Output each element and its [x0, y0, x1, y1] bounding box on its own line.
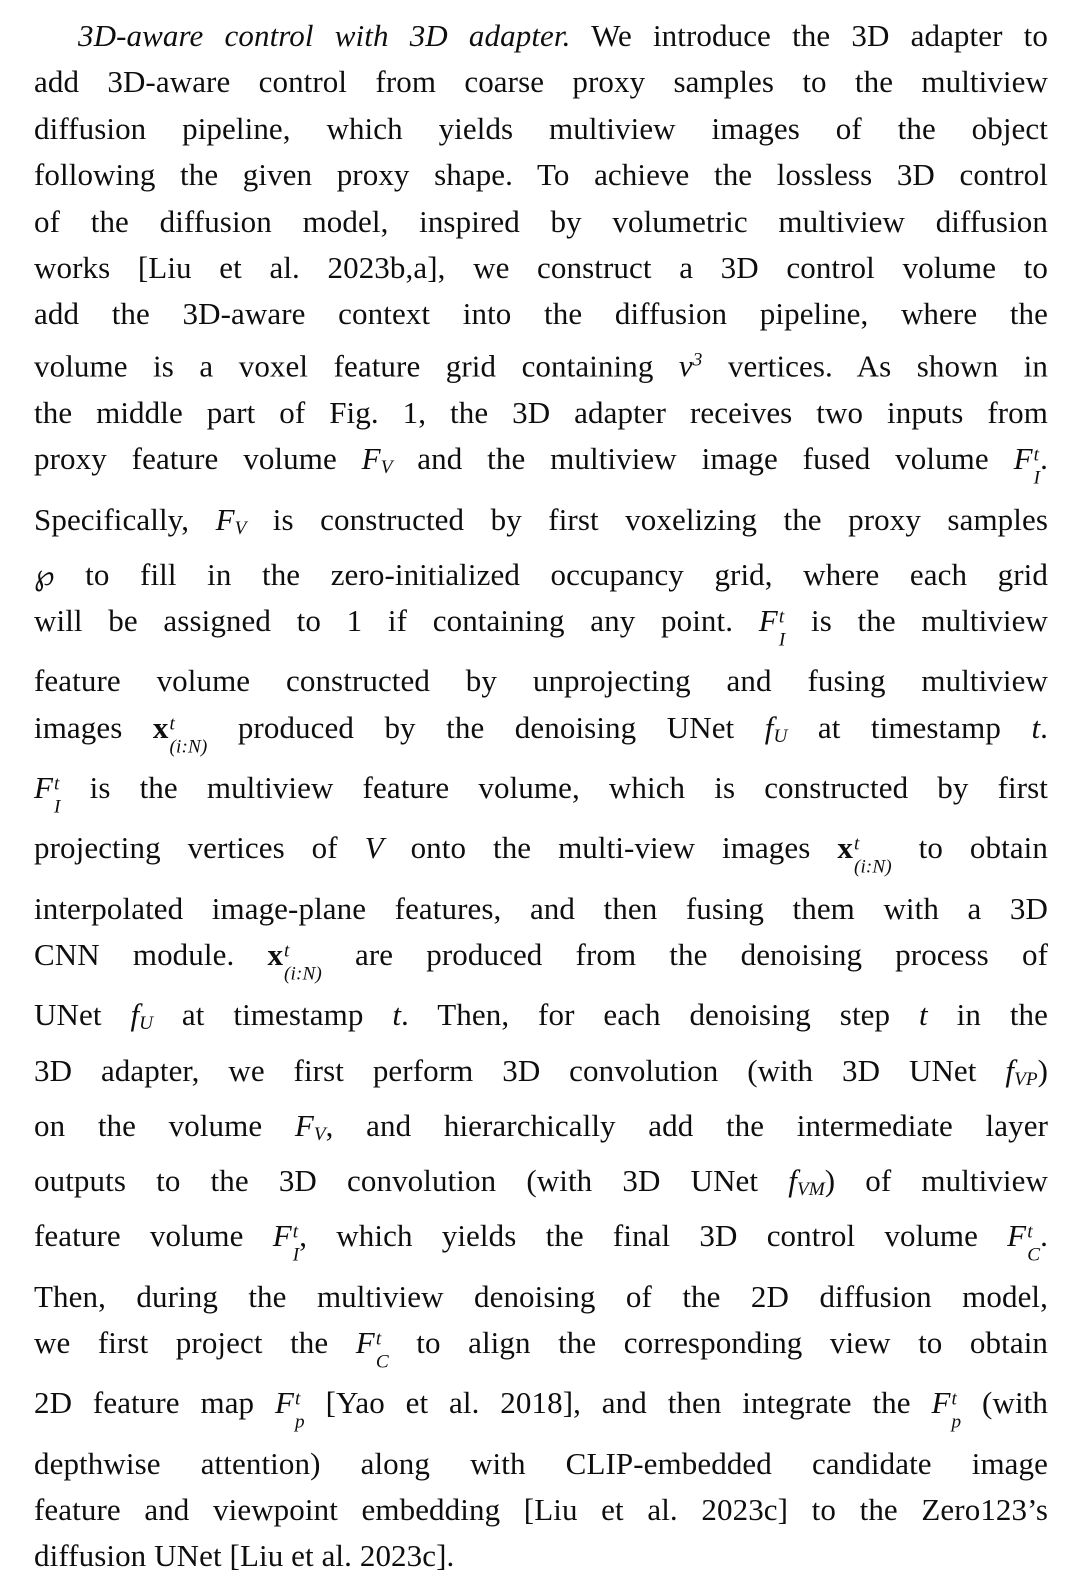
subscript: I [1033, 467, 1041, 489]
text-run: proxy feature volume [34, 441, 362, 477]
text-line-1 [34, 13, 1048, 59]
text-line-12 [34, 552, 1048, 598]
superscript: 3 [692, 349, 703, 371]
text-run: UNet [34, 997, 131, 1033]
subscript: I [292, 1244, 300, 1266]
text-run: volume is a voxel feature grid containing [34, 348, 679, 384]
text-run: onto the multi-view images [383, 830, 838, 866]
math-symbol-base: F [1013, 441, 1033, 477]
math-scripts [1034, 446, 1041, 488]
math-scripts [779, 608, 786, 650]
math-symbol [34, 765, 61, 825]
text-run: interpolated image-plane features, and then fusing them with a 3D [34, 890, 1048, 926]
superscript: t [292, 1221, 299, 1243]
text-run: diffusion UNet [Liu et al. 2023c]. [34, 1538, 455, 1574]
text-run: , which yields the final 3D control volume [299, 1218, 1008, 1254]
text-run: ) [1037, 1052, 1048, 1088]
text-line-22 [34, 1103, 1048, 1158]
subscript: V [313, 1123, 326, 1145]
math-scripts [54, 774, 61, 816]
subscript: U [773, 725, 788, 747]
math-symbol [356, 1320, 389, 1380]
text-run: images [34, 709, 153, 745]
text-run: Then, during the multiview denoising of the 2D diffusion model, [34, 1278, 1048, 1314]
superscript: t [169, 713, 175, 735]
math-scripts [854, 835, 892, 877]
text-line-24 [34, 1213, 1048, 1273]
math-scripts [284, 941, 322, 983]
text-line-4 [34, 152, 1048, 198]
subscript: (i:N) [169, 736, 208, 758]
text-run: outputs to the 3D convolution (with 3D UNet [34, 1163, 789, 1199]
math-scripts [1027, 1223, 1040, 1265]
text-line-2 [34, 59, 1048, 105]
subscript: p [951, 1411, 962, 1433]
superscript: t [54, 773, 60, 795]
text-run: [Yao et al. 2018], and then integrate the [304, 1385, 932, 1421]
text-run: vertices. As shown in [702, 348, 1048, 384]
text-line-23 [34, 1158, 1048, 1213]
text-line-14 [34, 658, 1048, 704]
text-line-20 [34, 992, 1048, 1047]
math-symbol-base: F [272, 1218, 292, 1254]
text-run: (with [961, 1385, 1048, 1421]
subscript: V [234, 517, 247, 539]
math-symbol-base: fVM [788, 1163, 825, 1200]
text-run: to obtain [891, 830, 1048, 866]
text-line-28 [34, 1441, 1048, 1487]
text-line-6 [34, 245, 1048, 291]
text-line-30 [34, 1533, 1048, 1579]
superscript: t [1027, 1221, 1033, 1243]
superscript: t [284, 940, 290, 962]
text-run: feature and viewpoint embedding [Liu et al. 2023c] to the Zero123’s [34, 1492, 1048, 1528]
math-symbol-base: FV [294, 1107, 326, 1145]
math-symbol [267, 932, 321, 992]
text-line-26 [34, 1320, 1048, 1380]
text-run: we first project the [34, 1325, 356, 1361]
text-line-21 [34, 1048, 1048, 1103]
text-line-11 [34, 497, 1048, 552]
text-run: is the multiview [785, 603, 1048, 639]
math-symbol-base: F [274, 1385, 295, 1421]
subscript: p [295, 1411, 305, 1433]
text-run: add the 3D-aware context into the diffusion pipeline, where the [34, 296, 1048, 332]
text-line-19 [34, 932, 1048, 992]
text-line-3 [34, 106, 1048, 152]
text-run: ) of multiview [824, 1163, 1048, 1199]
subscript: I [54, 796, 61, 818]
text-run: at timestamp [787, 709, 1032, 745]
text-run: Specifically, [34, 501, 216, 537]
text-line-25 [34, 1274, 1048, 1320]
subscript: I [778, 629, 786, 651]
text-run: to align the corresponding view to obtain [388, 1325, 1049, 1361]
text-run: at timestamp [153, 997, 393, 1033]
math-scripts [170, 714, 208, 756]
text-line-5 [34, 199, 1048, 245]
text-run: t [919, 997, 928, 1033]
math-symbol-base: fVP [1005, 1052, 1038, 1090]
text-run: the middle part of Fig. 1, the 3D adapter receives two inputs from [34, 394, 1048, 430]
text-line-8 [34, 338, 1048, 390]
math-symbol-base: F [931, 1385, 951, 1421]
text-run: and the multiview image fused volume [392, 441, 1014, 477]
text-run: diffusion pipeline, which yields multiview images of the object [34, 110, 1048, 146]
subscript: V [380, 457, 393, 479]
text-line-17 [34, 825, 1048, 885]
subscript: VM [796, 1178, 825, 1200]
text-line-13 [34, 598, 1048, 658]
math-symbol [1014, 436, 1041, 496]
text-run: . [1040, 1218, 1048, 1254]
superscript: t [778, 606, 785, 628]
text-run: are produced from the denoising process of [321, 937, 1048, 973]
superscript: t [295, 1388, 301, 1410]
math-symbol-base: FV [361, 441, 393, 479]
text-run: works [Liu et al. 2023b,a], we construct a 3D control volume to [34, 250, 1048, 286]
math-symbol [273, 1213, 300, 1273]
text-run: 3D adapter, we first perform 3D convolution (with 3D UNet [34, 1052, 1006, 1088]
text-run: 3D-aware control with 3D adapter. [78, 18, 571, 53]
math-scripts [376, 1329, 389, 1371]
superscript: t [1033, 444, 1040, 466]
math-symbol [1007, 1213, 1040, 1273]
text-line-29 [34, 1487, 1048, 1533]
text-run: . [1040, 709, 1049, 745]
text-run: t [1031, 709, 1041, 745]
math-symbol-base: x [267, 937, 284, 973]
text-run: feature volume [34, 1218, 273, 1254]
text-run: depthwise attention) along with CLIP-embedded candidate image [34, 1445, 1048, 1481]
text-run: in the [927, 997, 1049, 1033]
text-run: produced by the denoising UNet [207, 709, 765, 745]
text-run: is the multiview feature volume, which is constructed by first [60, 770, 1048, 806]
subscript: (i:N) [284, 963, 322, 985]
math-symbol-base: fU [130, 997, 154, 1035]
text-line-10 [34, 436, 1048, 496]
subscript: C [1027, 1244, 1041, 1266]
subscript: U [139, 1013, 154, 1035]
text-line-27 [34, 1380, 1048, 1440]
text-run: . Then, for each denoising step [401, 997, 920, 1033]
math-symbol-base: F [34, 770, 54, 806]
text-run: on the volume [34, 1107, 295, 1143]
superscript: t [375, 1328, 382, 1350]
math-symbol [837, 825, 891, 885]
text-run: projecting vertices of [34, 830, 365, 866]
text-run: of the diffusion model, inspired by volumetric multiview diffusion [34, 203, 1048, 239]
math-symbol-base: F [1007, 1218, 1027, 1254]
subscript: C [375, 1351, 389, 1373]
text-run: will be assigned to 1 if containing any point. [34, 603, 759, 639]
text-run: CNN module. [34, 937, 268, 973]
text-run: 2D feature map [34, 1385, 275, 1421]
text-line-15 [34, 705, 1048, 765]
text-run: add 3D-aware control from coarse proxy samples to the multiview [34, 64, 1048, 100]
text-line-18 [34, 886, 1048, 932]
math-symbol-base: fU [764, 709, 788, 747]
text-run: V [364, 830, 384, 866]
text-line-9 [34, 390, 1048, 436]
subscript: VP [1014, 1068, 1038, 1090]
text-run: , and hierarchically add the intermediate layer [325, 1107, 1048, 1143]
superscript: t [853, 833, 860, 855]
text-run: following the given proxy shape. To achieve the lossless 3D control [34, 157, 1048, 193]
math-symbol-base: $v^3$ [678, 348, 703, 384]
math-symbol-base: F [758, 603, 778, 639]
text-run: is constructed by first voxelizing the proxy samples [246, 501, 1048, 537]
text-run: feature volume constructed by unprojecting and fusing multiview [34, 663, 1048, 699]
text-run: to fill in the zero-initialized occupancy grid, where each grid [54, 556, 1048, 592]
math-scripts [952, 1390, 962, 1432]
math-symbol [275, 1380, 305, 1440]
superscript: t [951, 1388, 957, 1410]
text-run: . [1040, 441, 1048, 477]
text-line-7 [34, 291, 1048, 337]
math-symbol-base: FV [215, 501, 247, 539]
subscript: (i:N) [853, 856, 892, 878]
math-symbol [759, 598, 786, 658]
math-symbol-base: x [837, 830, 853, 866]
math-scripts [295, 1390, 305, 1432]
math-symbol-base: F [355, 1325, 375, 1361]
text-line-16 [34, 765, 1048, 825]
math-symbol [153, 705, 207, 765]
math-symbol-base: x [152, 709, 169, 745]
script-p-symbol: ℘ [34, 557, 55, 592]
math-scripts [293, 1223, 300, 1265]
text-run: We introduce the 3D adapter to [570, 18, 1048, 53]
math-symbol [931, 1380, 961, 1440]
paragraph-text [34, 13, 1048, 1580]
text-run: t [392, 997, 402, 1033]
